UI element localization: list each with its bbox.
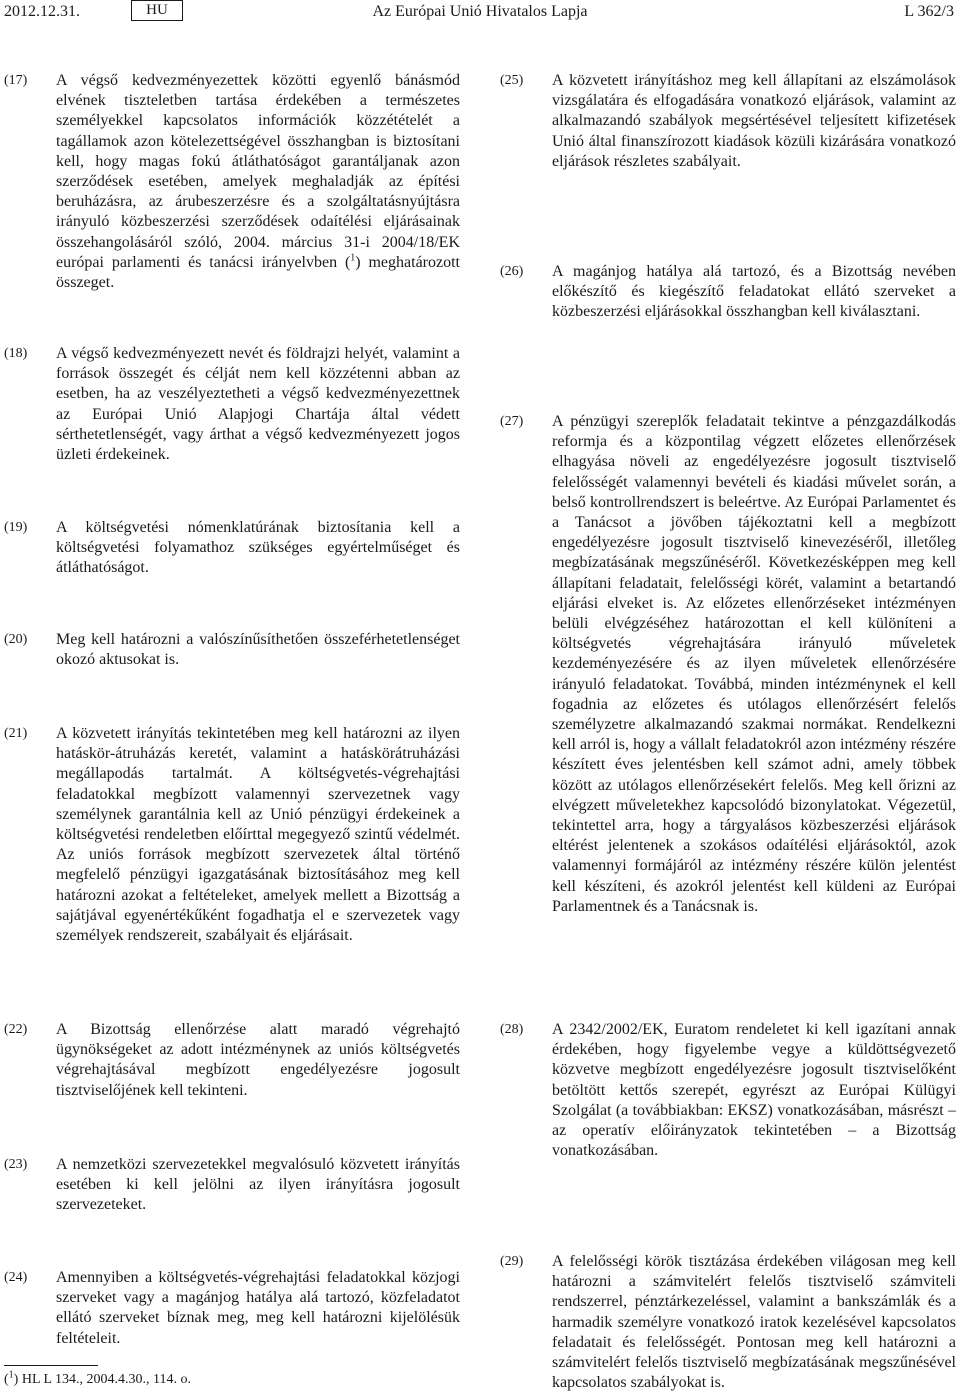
recital-text: A végső kedvezményezettek közötti egyenlő bánásmód elvének tiszteletben tartása érdekében a természetes személyekkel kapcsolatos információk közzétételét a tagállamok azon kötelezettségével összhangban is biztosítani kell, hogy magas fokú átláthatóságot garantáljanak azon szerződések esetében, amelyek meghaladják az építési beruházásra, az árubeszerzésre és a szolgáltatásnyújtásra irányuló közbeszerzési szerződések odaítélési eljárásainak összehangolásáról szóló, 2004. március 31-i 2004/18/EK európai parlamenti és tanácsi irányelvben ($^1$) meghatározott összeget. — [56, 72, 460, 292]
footnote-ref[interactable]: 1 — [350, 252, 356, 264]
recital-text: A felelősségi körök tisztázása érdekében világosan meg kell határozni a számvitelért felelős tisztviselő számviteli rendszerrel, pénztárkezeléssel, valamint a bankszámlák és a harmadik személyre vonatkozó iratok kezelésével kapcsolatos feladatait és felelősségét. Pontosan meg kell határozni a számvitelért felelős tisztviselő megbízatásának megszűnésével kapcsolatos szabályokat is. — [552, 1253, 956, 1392]
recital-text: A költségvetési nómenklatúrának biztosítania kell a költségvetési folyamathoz szükséges egyértelműséget és átláthatóságot. — [56, 519, 460, 577]
footnote-text: ) HL L 134., 2004.4.30., 114. o. — [13, 1372, 191, 1387]
recital-number: (25) — [500, 73, 524, 88]
recital-number: (18) — [4, 346, 28, 361]
page-header — [0, 0, 960, 34]
recital-text: A közvetett irányítás tekintetében meg kell határozni az ilyen hatáskör-átruházás keretét, valamint a hatáskörátruházási megállapodás tartalmát. A költségvetés-végrehajtási feladatokkal megbízott valamennyi szervezetnek vagy személynek garantálnia kell az Unió pénzügyi érdekeinek a költségvetési rendeletben előírttal megegyező szintű védelmét. Az uniós források megbízott szervezetek által történő megfelelő pénzügyi igazgatásának biztosításához meg kell határozni azokat a feltételeket, amelyek mellett a Bizottság a sajátjával egyenértékűként fogadhatja el e szervezetek vagy személyek rendszereit, szabályait és eljárásait. — [56, 725, 460, 945]
footnote-marker: 1 — [8, 1369, 14, 1381]
language-badge: HU — [131, 0, 183, 21]
recital-number: (21) — [4, 726, 28, 741]
recital-number: (23) — [4, 1157, 28, 1172]
recital-text: A pénzügyi szereplők feladatait tekintve a pénzgazdálkodás reformja és a központilag végzett előzetes ellenőrzések elhagyása növeli az engedélyezésre jogosult tisztviselő felelősségét valamennyi bevételi és kiadási művelet során, a belső kontrollrendszert is beleértve. Az Európai Parlamentet és a Tanácsot a jövőben tájékoztatni kell a megbízott engedélyezésre jogosult tisztviselő kinevezéséről, illetőleg megbízatásának megszűnéséről. Következésképpen meg kell állapítani feladatait, felelősségi körét, valamint a betartandó eljárási elveket is. Az előzetes ellenőrzéseket intézményen belüli elvégzéséhez határozottan el kell különíteni a költségvetés végrehajtására irányuló műveletek kezdeményezésére és az ilyen műveletek ellenőrzésére irányuló feladatokat. Továbbá, minden intézménynek el kell fogadnia az előzetes és utólagos ellenőrzésért felelős személyzetre alkalmazandó szakmai normákat. Rendelkezni kell arról is, hogy a vállalt feladatokról azon intézmény részére készített éves jelentésben kell számot adni, amely többek között az utólagos ellenőrzésekért felelős. Meg kell őrizni az elvégzett műveletekhez kapcsolódó bizonylatokat. Végezetül, tekintettel arra, hogy a tárgyalásos közbeszerzési eljárások eltérést jelentenek a szokásos odaítélési eljárásoktól, azok valamennyi formájáról az intézmény részére külön jelentést kell készíteni, és azokról jelentést kell küldeni az Európai Parlamentnek és a Tanácsnak is. — [552, 413, 956, 915]
recital-text: A nemzetközi szervezetekkel megvalósuló közvetett irányítás esetében ki kell jelölni az ilyen irányításra jogosult szervezeteket. — [56, 1156, 460, 1214]
recital-text: A végső kedvezményezett nevét és földrajzi helyét, valamint a források összegét és célját nem kell közzétenni abban az esetben, ha az veszélyeztetheti a végső kedvezményezettnek az Európai Unió Alapjogi Chartája által védett sérthetetlenségét, vagy árthat a végső kedvezményezett jogos üzleti érdekeinek. — [56, 345, 460, 464]
recital-number: (20) — [4, 632, 28, 647]
recital-number: (22) — [4, 1022, 28, 1037]
recital-text: Meg kell határozni a valószínűsíthetően összeférhetetlenséget okozó aktusokat is. — [56, 631, 460, 669]
publication-date: 2012.12.31. — [4, 3, 80, 20]
recital-number: (19) — [4, 520, 28, 535]
recital-number: (29) — [500, 1254, 524, 1269]
recital-text: Amennyiben a költségvetés-végrehajtási feladatokkal közjogi szerveket vagy a magánjog hatálya alá tartozó, közfeladatot ellátó szerveket bíznak meg, meg kell határozni kijelölésük feltételeit. — [56, 1269, 460, 1347]
footnote: ($^1$) HL L 134., 2004.4.30., 114. o. — [4, 1369, 191, 1387]
footnote-divider — [4, 1365, 98, 1366]
page-reference: L 362/3 — [904, 3, 954, 20]
journal-title: Az Európai Unió Hivatalos Lapja — [372, 3, 588, 20]
recital-number: (27) — [500, 414, 524, 429]
recital-number: (24) — [4, 1270, 28, 1285]
recital-number: (28) — [500, 1022, 524, 1037]
recital-text: A 2342/2002/EK, Euratom rendeletet ki kell igazítani annak érdekében, hogy figyelembe vegye a küldöttségvezető közvetve megbízott engedélyezésre jogosult tisztviselőként betöltött kettős szerepét, egyrészt az Európai Külügyi Szolgálat (a továbbiakban: EKSZ) vonatkozásában, másrészt – az operatív előirányzatok tekintetében – a Bizottság vonatkozásában. — [552, 1021, 956, 1160]
recital-text: A magánjog hatálya alá tartozó, és a Bizottság nevében előkészítő és kiegészítő feladatokat ellátó szerveket a közbeszerzési eljárásokkal összhangban kell kiválasztani. — [552, 263, 956, 321]
recital-number: (26) — [500, 264, 524, 279]
recital-text: A közvetett irányításhoz meg kell állapítani az elszámolások vizsgálatára és elfogadására vonatkozó eljárások, valamint az alkalmazandó szabályok megsértésével teljesített kifizetések Unió által finanszírozott kiadások közüli kizárására vonatkozó eljárások részletes szabályait. — [552, 72, 956, 170]
recital-number: (17) — [4, 73, 28, 88]
recital-text: A Bizottság ellenőrzése alatt maradó végrehajtó ügynökségeket az adott intézménynek az uniós költségvetés végrehajtásával megbízott engedélyezésre jogosult tisztviselőjének kell tekinteni. — [56, 1021, 460, 1099]
